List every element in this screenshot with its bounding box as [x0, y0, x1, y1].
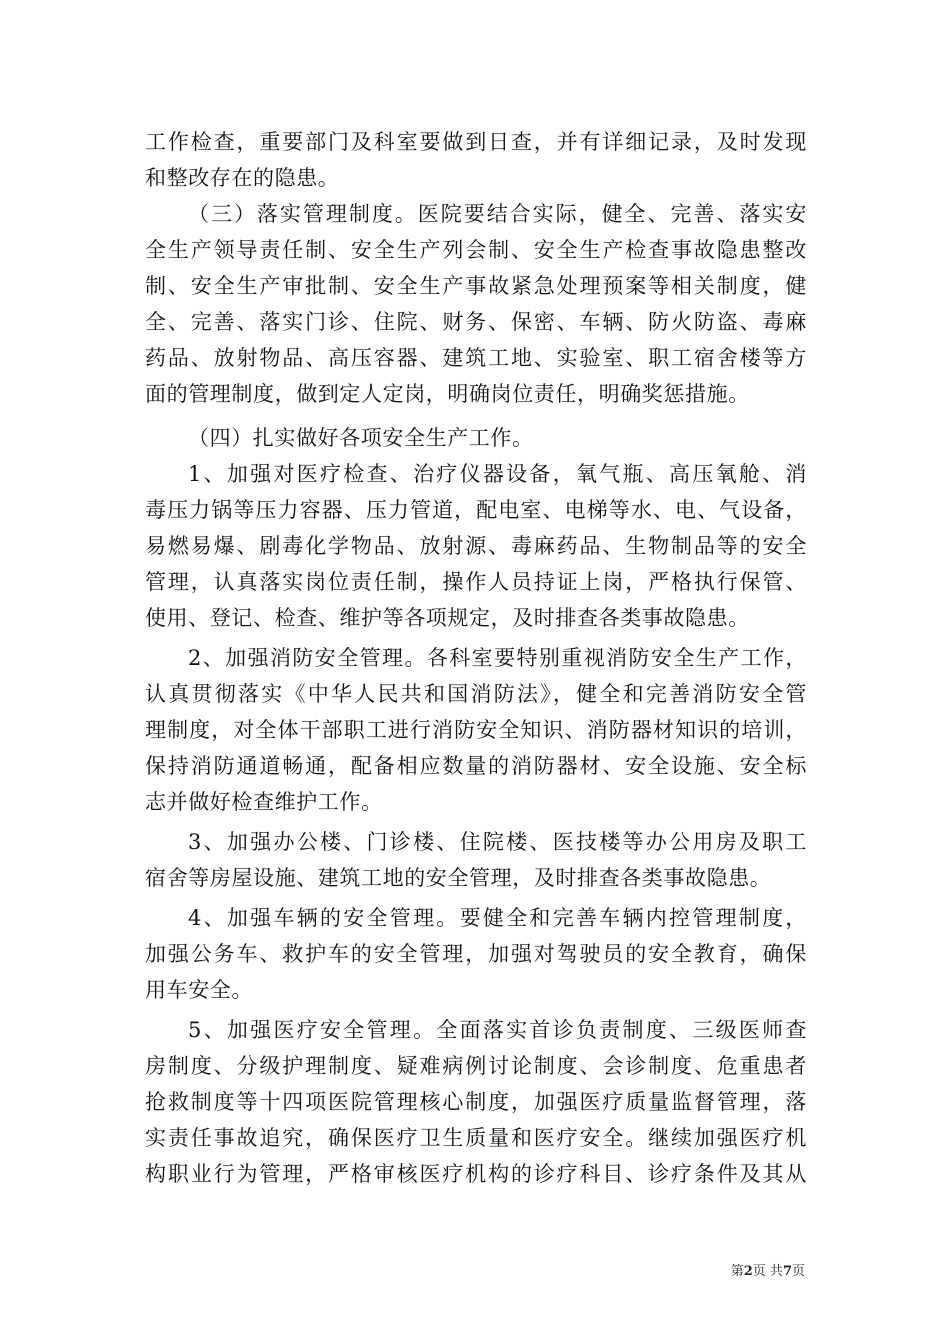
- text-line: 5、加强医疗安全管理。全面落实首诊负责制度、三级医师查: [188, 1018, 807, 1042]
- text-line: 使用、登记、检查、维护等各项规定，及时排查各类事故隐患。: [145, 606, 750, 630]
- page-number-footer: [731, 1263, 805, 1281]
- text-line: 加强公务车、救护车的安全管理，加强对驾驶员的安全教育，确保: [145, 942, 807, 966]
- text-line: 药品、放射物品、高压容器、建筑工地、实验室、职工宿舍楼等方: [145, 346, 807, 370]
- footer-middle: 页 共: [752, 1264, 783, 1279]
- text-line: 志并做好检查维护工作。: [145, 790, 383, 814]
- text-line: 制、安全生产审批制、安全生产事故紧急处理预案等相关制度，健: [145, 274, 807, 298]
- text-line: 和整改存在的隐患。: [145, 166, 340, 190]
- text-line: 用车安全。: [145, 978, 253, 1002]
- text-line: 2、加强消防安全管理。各科室要特别重视消防安全生产工作，: [188, 646, 807, 670]
- text-line: 毒压力锅等压力容器、压力管道，配电室、电梯等水、电、气设备，: [145, 498, 807, 522]
- text-line: 管理，认真落实岗位责任制，操作人员持证上岗，严格执行保管、: [145, 570, 807, 594]
- text-line: 宿舍等房屋设施、建筑工地的安全管理，及时排查各类事故隐患。: [145, 866, 772, 890]
- text-line: 1、加强对医疗检查、治疗仪器设备，氧气瓶、高压氧舱、消: [188, 462, 807, 486]
- text-line: 理制度，对全体干部职工进行消防安全知识、消防器材知识的培训，: [145, 718, 807, 742]
- footer-total-pages: 7: [782, 1264, 792, 1279]
- text-line: 3、加强办公楼、门诊楼、住院楼、医技楼等办公用房及职工: [188, 830, 807, 854]
- text-line: 房制度、分级护理制度、疑难病例讨论制度、会诊制度、危重患者: [145, 1054, 807, 1078]
- footer-prefix: 第: [730, 1264, 744, 1279]
- text-line: （三）落实管理制度。医院要结合实际，健全、完善、落实安: [188, 202, 807, 226]
- text-line: 面的管理制度，做到定人定岗，明确岗位责任，明确奖惩措施。: [145, 382, 750, 406]
- text-line: 工作检查，重要部门及科室要做到日查，并有详细记录，及时发现: [145, 130, 807, 154]
- text-line: 全、完善、落实门诊、住院、财务、保密、车辆、防火防盗、毒麻: [145, 310, 807, 334]
- footer-suffix: 页: [791, 1264, 805, 1279]
- text-line: 构职业行为管理，严格审核医疗机构的诊疗科目、诊疗条件及其从: [145, 1162, 807, 1186]
- text-line: 4、加强车辆的安全管理。要健全和完善车辆内控管理制度，: [188, 906, 807, 930]
- footer-page-number: 2: [743, 1264, 753, 1279]
- text-line: 易燃易爆、剧毒化学物品、放射源、毒麻药品、生物制品等的安全: [145, 534, 807, 558]
- text-line: 实责任事故追究，确保医疗卫生质量和医疗安全。继续加强医疗机: [145, 1126, 807, 1150]
- text-line: 抢救制度等十四项医院管理核心制度，加强医疗质量监督管理，落: [145, 1090, 807, 1114]
- text-line: 全生产领导责任制、安全生产列会制、安全生产检查事故隐患整改: [145, 238, 807, 262]
- text-line: 保持消防通道畅通，配备相应数量的消防器材、安全设施、安全标: [145, 754, 807, 778]
- text-line: （四）扎实做好各项安全生产工作。: [188, 426, 534, 450]
- text-line: 认真贯彻落实《中华人民共和国消防法》，健全和完善消防安全管: [145, 682, 807, 706]
